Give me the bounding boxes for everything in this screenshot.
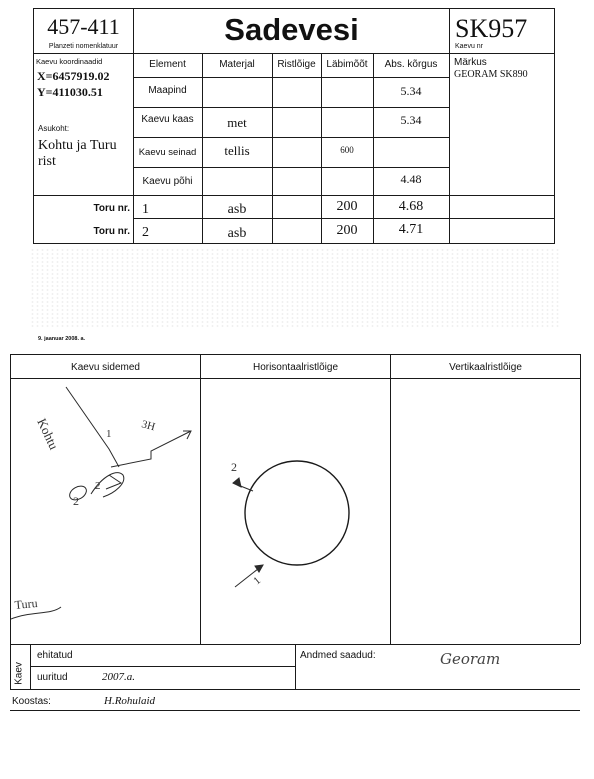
- col-header-height: Abs. kõrgus: [384, 59, 438, 70]
- col-header-diameter: Läbimõõt: [326, 59, 368, 70]
- row-material-kaevu-seinad: tellis: [224, 143, 250, 158]
- horizontal-pipe-1-label: 1: [251, 574, 264, 588]
- well-circle: [245, 461, 349, 565]
- row-height-maapind: 5.34: [400, 84, 422, 98]
- row-height-kaevu-pohi: 4.48: [400, 172, 422, 186]
- location-line1: Kohtu ja Turu: [38, 138, 117, 153]
- row-diameter-kaevu-seinad: 600: [340, 145, 354, 155]
- row-element-kaevu-pohi: Kaevu põhi: [142, 176, 193, 187]
- panel-title-vertical: Vertikaalristlõige: [449, 362, 522, 373]
- data-source-value: Georam: [440, 650, 501, 668]
- coordinate-y: Y=411030.51: [37, 85, 103, 99]
- location-label: Asukoht:: [38, 124, 70, 133]
- pipe-material-2: asb: [227, 226, 247, 241]
- col-header-element: Element: [149, 59, 186, 70]
- row-material-kaevu-kaas: met: [227, 115, 247, 130]
- pipe-2-label-a: 2: [95, 480, 101, 492]
- compiled-value: H.Rohulaid: [104, 695, 156, 707]
- pipe-line-1: [111, 431, 191, 467]
- pipe-label-1: Toru nr.: [93, 203, 130, 214]
- pipe-1-label: 1: [106, 428, 112, 440]
- data-source-label: Andmed saadud:: [300, 650, 376, 661]
- coordinates-label: Kaevu koordinaadid: [36, 57, 103, 66]
- well-number-label: Kaevu nr: [455, 43, 484, 50]
- surveyed-value: 2007.a.: [102, 671, 135, 683]
- row-height-kaevu-kaas: 5.34: [400, 113, 422, 127]
- coordinate-x: X=6457919.02: [37, 69, 110, 83]
- street-label-kohtu: Kohtu: [34, 415, 62, 452]
- nomenclature-label: Planzeti nomenklatuur: [48, 43, 119, 50]
- horizontal-pipe-2-label: 2: [231, 460, 237, 474]
- col-header-cross-section: Ristlõige: [277, 59, 316, 70]
- panel-title-connections: Kaevu sidemed: [71, 362, 140, 373]
- panel-title-horizontal: Horisontaalristlõige: [252, 362, 339, 373]
- pipe-material-1: asb: [227, 202, 247, 217]
- pipe-number-1: 1: [142, 202, 149, 217]
- location-line2: rist: [38, 154, 56, 169]
- pipe-height-1: 4.68: [398, 199, 424, 214]
- footer-side-label: Kaev: [13, 662, 25, 685]
- mark-3h: 3H: [140, 418, 157, 434]
- row-element-maapind: Maapind: [148, 85, 187, 96]
- surveyed-label: uuritud: [37, 672, 68, 683]
- col-header-material: Materjal: [219, 59, 255, 70]
- row-element-kaevu-kaas: Kaevu kaas: [141, 114, 194, 125]
- remarks-label: Märkus: [454, 57, 487, 68]
- built-label: ehitatud: [37, 650, 73, 661]
- pipe-label-2: Toru nr.: [93, 226, 130, 237]
- well-number-value: SK957: [455, 14, 528, 43]
- date-stamp: 9. jaanuar 2008. a.: [38, 336, 86, 342]
- pipe-diameter-1: 200: [336, 199, 358, 214]
- horizontal-section-sketch: [201, 379, 390, 644]
- pipe-height-2: 4.71: [398, 222, 424, 237]
- street-edge-line: [66, 387, 119, 467]
- row-element-kaevu-seinad: Kaevu seinad: [138, 147, 197, 158]
- pipe-diameter-2: 200: [336, 223, 358, 238]
- nomenclature-value: 457-411: [47, 14, 120, 39]
- page-title: Sadevesi: [224, 12, 359, 47]
- compiled-label: Koostas:: [12, 696, 51, 707]
- street-label-turu: Turu: [14, 596, 39, 612]
- scan-noise: [30, 248, 560, 328]
- connections-sketch: [11, 379, 200, 644]
- pipe-number-2: 2: [142, 225, 149, 240]
- pipe-2-label-b: 2: [73, 494, 79, 508]
- remarks-value: GEORAM SK890: [454, 69, 528, 80]
